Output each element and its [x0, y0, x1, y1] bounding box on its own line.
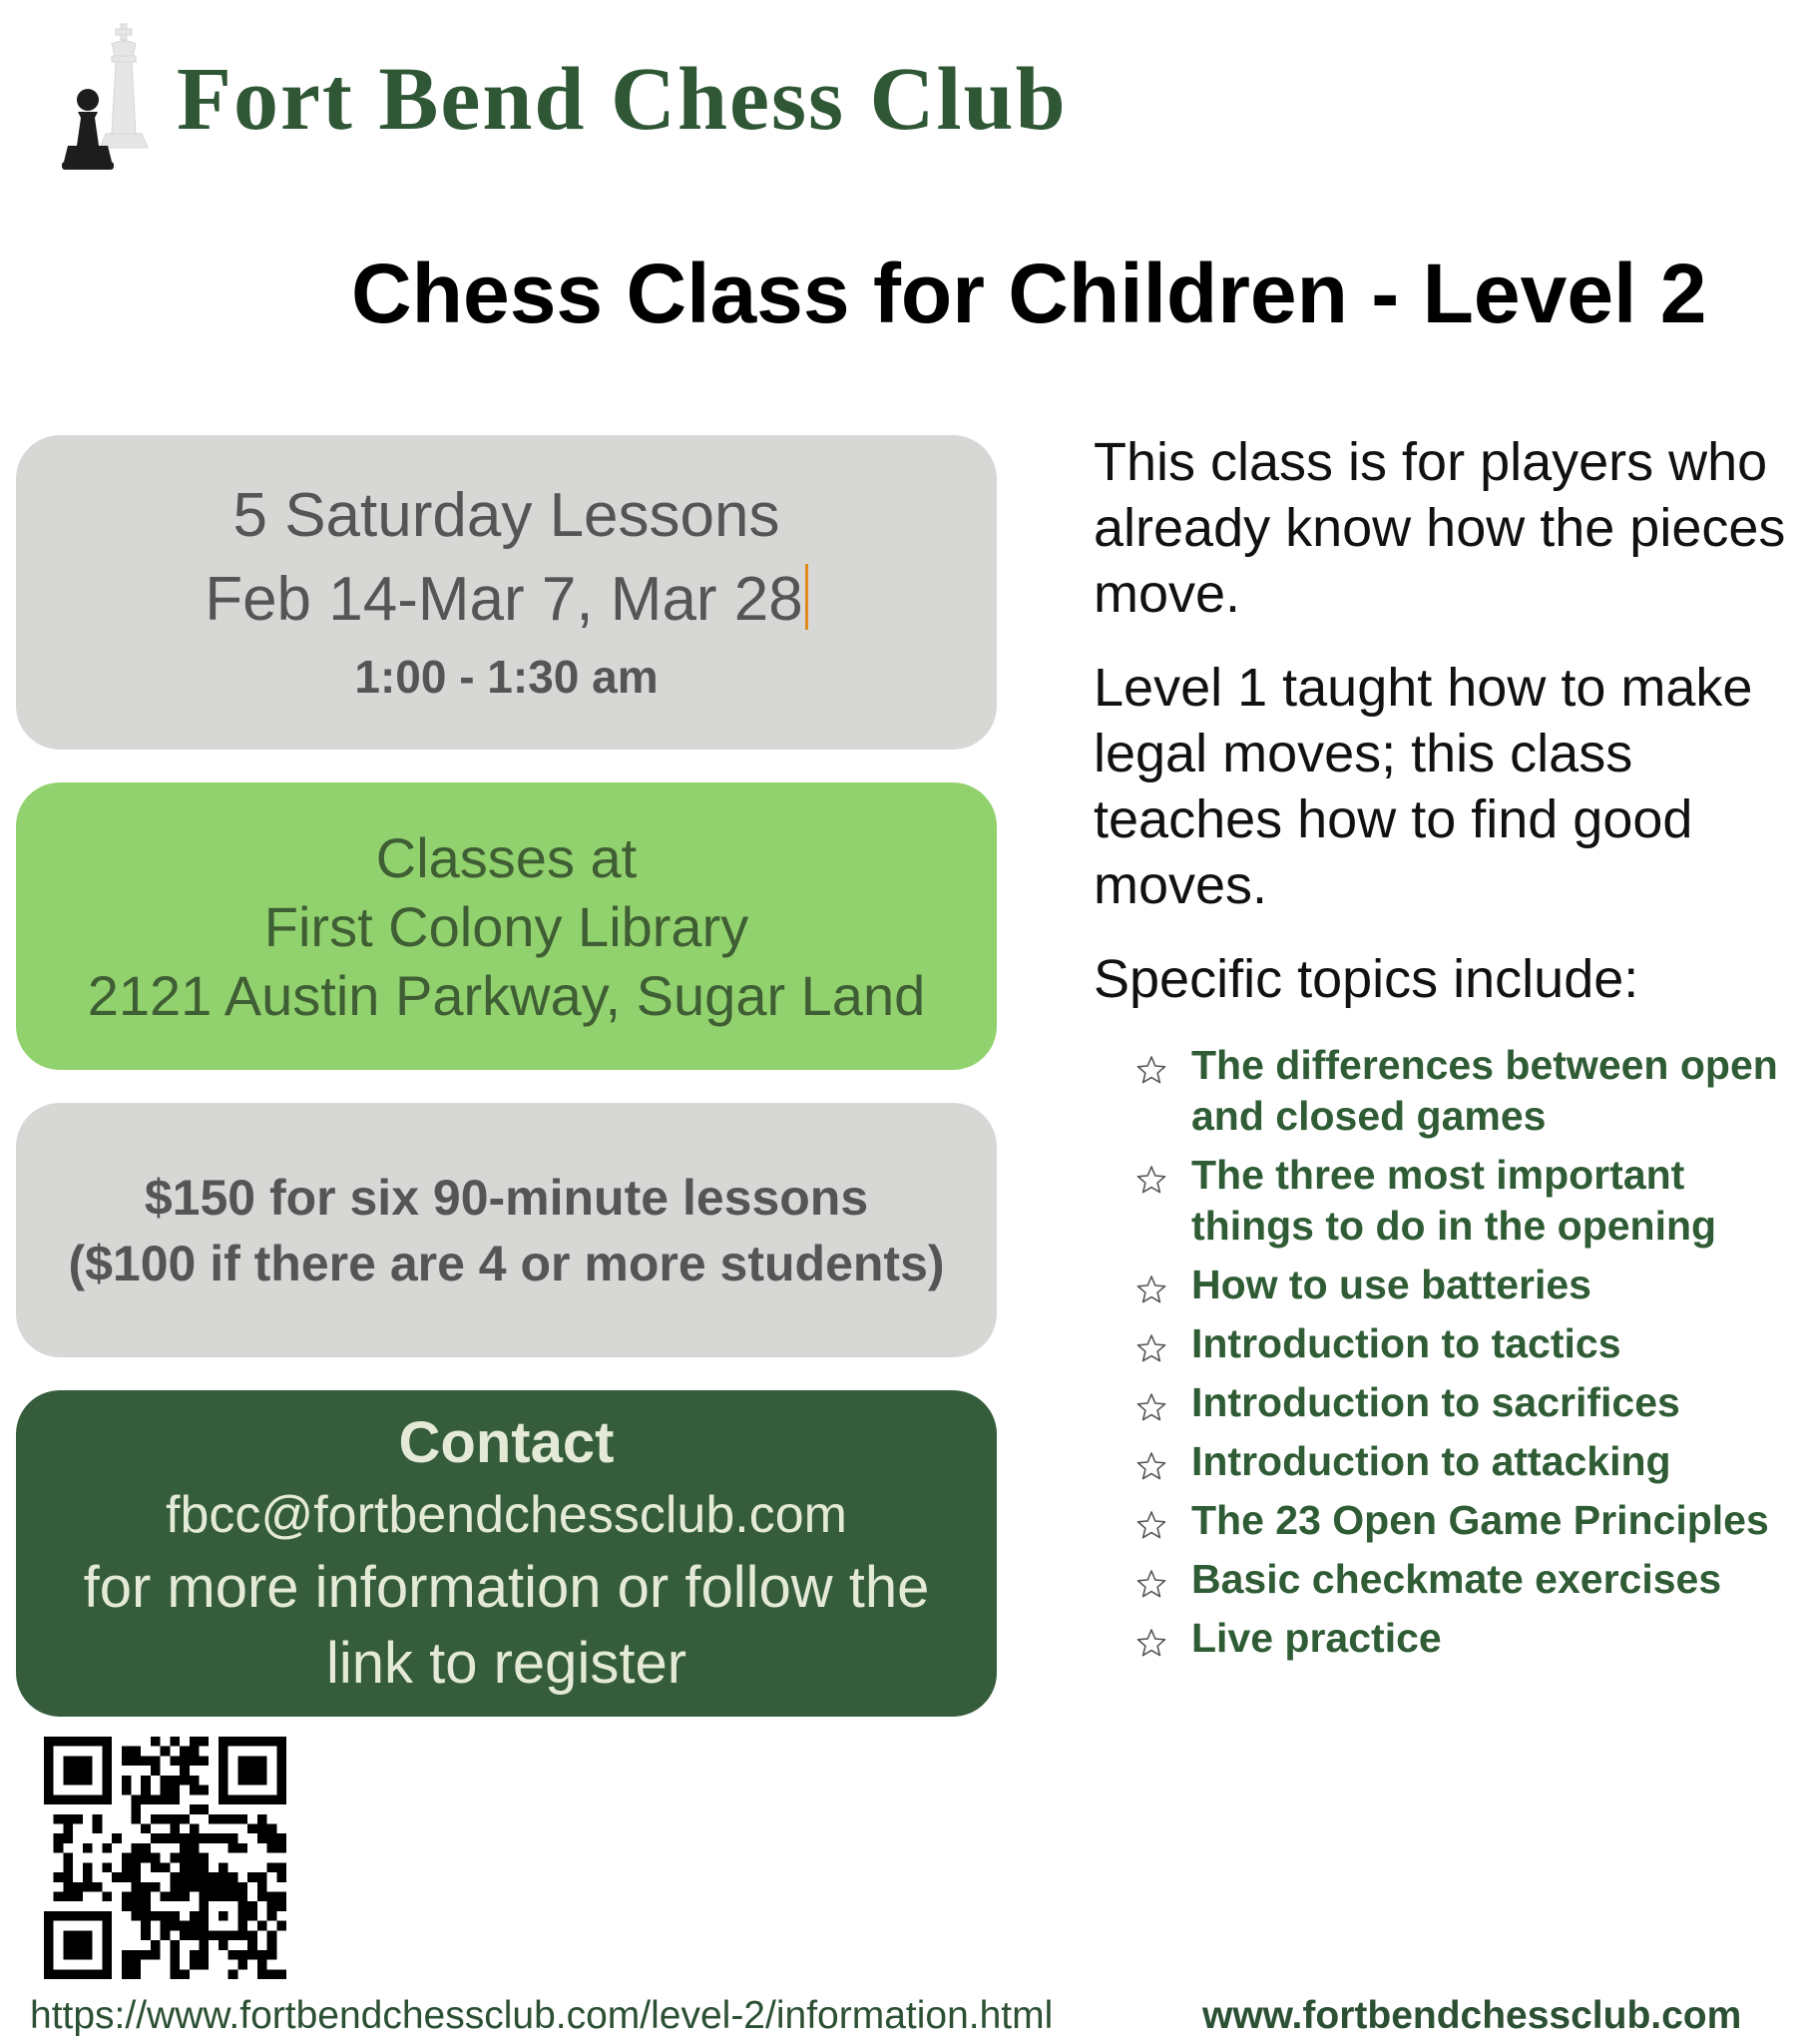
- topics-list: [1135, 1040, 1794, 1672]
- topic-label: Basic checkmate exercises: [1191, 1556, 1722, 1602]
- star-icon: [1135, 1568, 1167, 1600]
- topic-label: How to use batteries: [1191, 1262, 1591, 1307]
- register-url-link[interactable]: https://www.fortbendchessclub.com/level-2/information.html: [30, 1994, 1054, 2037]
- topic-item: [1135, 1040, 1794, 1142]
- schedule-lessons: 5 Saturday Lessons: [232, 480, 780, 550]
- contact-box: [16, 1390, 997, 1717]
- topic-item: [1135, 1613, 1794, 1664]
- topic-item: [1135, 1260, 1794, 1310]
- contact-email-link[interactable]: fbcc@fortbendchessclub.com: [166, 1485, 847, 1544]
- topic-label: The 23 Open Game Principles: [1191, 1497, 1769, 1543]
- schedule-box: [16, 435, 997, 750]
- star-icon: [1135, 1391, 1167, 1423]
- price-main: $150 for six 90-minute lessons: [144, 1169, 869, 1226]
- description-goal: Level 1 taught how to make legal moves; this class teaches how to find good moves.: [1094, 658, 1753, 915]
- topic-item: [1135, 1436, 1794, 1487]
- topic-item: [1135, 1495, 1794, 1546]
- chess-pieces-logo: [50, 22, 170, 182]
- contact-register-text: link to register: [325, 1630, 687, 1696]
- star-icon: [1135, 1164, 1167, 1196]
- star-icon: [1135, 1450, 1167, 1482]
- location-address: 2121 Austin Parkway, Sugar Land: [87, 963, 926, 1027]
- price-box: [16, 1103, 997, 1357]
- star-icon: [1135, 1509, 1167, 1541]
- topic-label: Live practice: [1191, 1615, 1442, 1661]
- star-icon: [1135, 1274, 1167, 1305]
- location-box: [16, 782, 997, 1070]
- contact-heading: Contact: [398, 1409, 615, 1475]
- topic-label: Introduction to tactics: [1191, 1320, 1621, 1366]
- schedule-time: 1:00 - 1:30 am: [354, 650, 659, 703]
- contact-more-info: for more information or follow the: [83, 1554, 930, 1620]
- topic-item: [1135, 1318, 1794, 1369]
- topic-label: The three most important things to do in the opening: [1191, 1152, 1717, 1249]
- price-discount: ($100 if there are 4 or more students): [68, 1235, 945, 1291]
- schedule-dates: Feb 14-Mar 7, Mar 28: [205, 564, 803, 634]
- club-name: Fort Bend Chess Club: [177, 50, 1068, 149]
- topic-label: Introduction to attacking: [1191, 1438, 1671, 1484]
- website-link[interactable]: www.fortbendchessclub.com: [1202, 1994, 1742, 2037]
- description-topics-intro: Specific topics include:: [1094, 949, 1639, 1009]
- qr-code[interactable]: [44, 1737, 286, 1979]
- star-icon: [1135, 1332, 1167, 1364]
- location-venue: First Colony Library: [263, 894, 749, 958]
- topic-item: [1135, 1150, 1794, 1252]
- topic-item: [1135, 1554, 1794, 1605]
- star-icon: [1135, 1627, 1167, 1659]
- topic-label: Introduction to sacrifices: [1191, 1379, 1680, 1425]
- schedule-dates-line[interactable]: [205, 558, 808, 642]
- page-title: Chess Class for Children - Level 2: [351, 247, 1707, 340]
- location-intro: Classes at: [375, 825, 638, 889]
- class-description: [1094, 429, 1792, 1040]
- description-audience: This class is for players who already know how the pieces move.: [1094, 432, 1786, 624]
- star-icon: [1135, 1054, 1167, 1086]
- text-cursor: [805, 564, 808, 630]
- topic-label: The differences between open and closed games: [1191, 1042, 1778, 1139]
- topic-item: [1135, 1377, 1794, 1428]
